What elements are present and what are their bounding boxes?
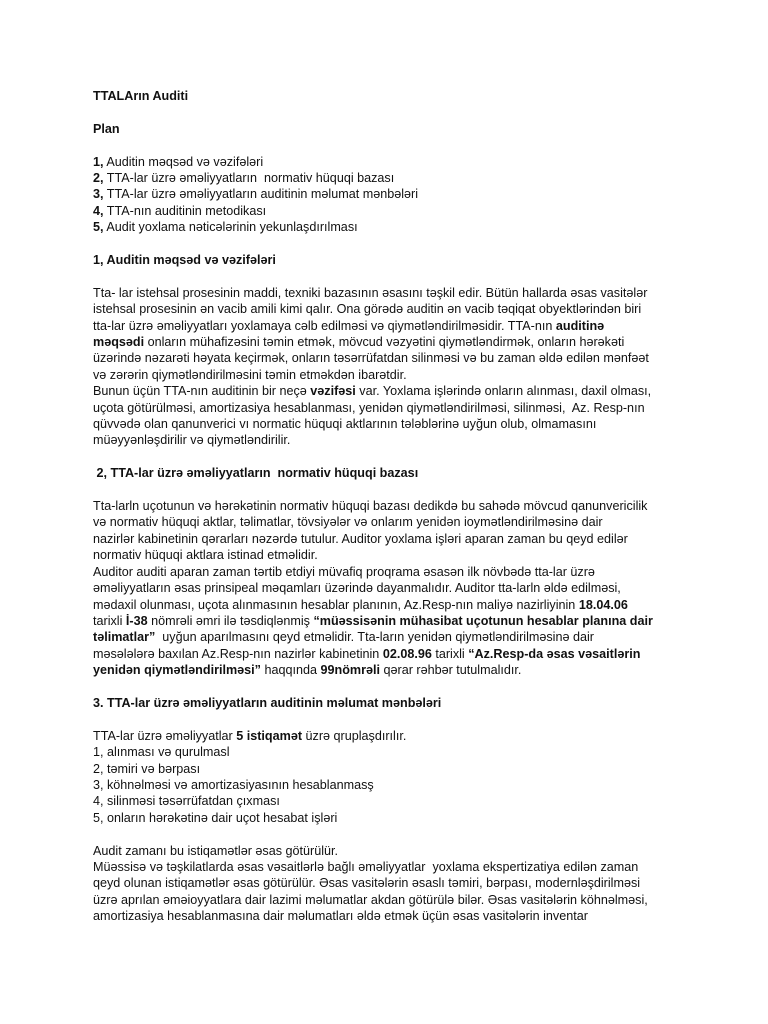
section3-heading: 3. TTA-lar üzrə əməliyyatların auditinin məlumat mənbələri <box>93 695 442 710</box>
plan-item: 4, TTA-nın auditinin metodikası <box>93 203 267 218</box>
section3-paragraph: Audit zamanı bu istiqamətlər əsas götürülür. Müəssisə və təşkilatlarda əsas vəsaitlərlə bağlı əməliyyatlar yoxlama ekspertizatiya edilən zaman qeyd olunan istiqamətlər əsas götürülür. Əsas vasitələrin əsaslı təmiri, bərpası, modernləşdirilməsi üzrə aprılan əməioyyatlara dair lazimi məlumatlar akdan götürülə bilər. Əsas vasitələrin köhnəlməsi, amortizasiya hesablanmasına dair məlumatları əldə etmək üçün əsas vasitələrin inventar <box>93 843 648 924</box>
section2-paragraph2: Auditor auditi aparan zaman tərtib etdiyi müvafiq proqrama əsasən ilk növbədə tta-lar üzrə əməliyyatların əsas prinsipeal məqamları üzərində dayanmalıdır. Auditor tta-larln əldə edilməsi, mədaxil olunması, uçota alınmasının hesablar planının, Az.Resp-nın maliyə nazirliyinin 18.04.06 tarixli İ-38 nömrəli əmri ilə təsdiqlənmiş “müəssisənin mühasibat uçotunun hesablar planına dair təlimatlar” uyğun aparılmasını qeyd etməlidir. Tta-ların yenidən qiymətləndirilməsinə dair məsələlərə baxılan Az.Resp-nın nazirlər kabinetinin 02.08.96 tarixli “Az.Resp-da əsas vəsaitlərin yenidən qiymətləndirilməsi” haqqında 99nömrəli qərar rəhbər tutulmalıdır. <box>93 564 653 678</box>
document-title: TTALArın Auditi <box>93 89 189 103</box>
list-item: 4, silinməsi təsərrüfatdan çıxması <box>93 794 280 809</box>
section2-heading: 2, TTA-lar üzrə əməliyyatların normativ hüquqi bazası <box>93 466 419 481</box>
section3-intro: TTA-lar üzrə əməliyyatlar 5 istiqamət üzrə qruplaşdırılır. <box>93 728 407 743</box>
section1-heading: 1, Auditin məqsəd və vəzifələri <box>93 253 276 268</box>
section1-paragraph1: Tta- lar istehsal prosesinin maddi, texniki bazasının əsasını təşkil edir. Bütün hallarda əsas vasitələr istehsal prosesinin ən vacib amili kimi qalır. Ona görədə auditin ən vacib təqiqat obyektlərindən biri tta-lar üzrə əməliyyatları yoxlamaya cəlb edilməsi və qiymətləndirilməsidir. TTA-nın auditinə məqsədi onların mühafizəsini təmin etmək, mövcud vəzyətini qiymətləndirmək, onların hərəkəti üzərində nəzarəti həyata keçirmək, onların təsərrüfatdan silinməsi və bu zaman əldə edilən mənfəət və zərərin qiymətləndirilməsini təmin etməkdən ibarətdir. <box>93 285 649 382</box>
plan-item: 3, TTA-lar üzrə əməliyyatların auditinin məlumat mənbələri <box>93 187 419 202</box>
plan-item: 5, Audit yoxlama nəticələrinin yekunlaşdırılması <box>93 220 358 235</box>
list-item: 1, alınması və qurulmasl <box>93 745 230 760</box>
plan-item: 1, Auditin məqsəd və vəzifələri <box>93 154 264 169</box>
plan-list <box>93 154 678 236</box>
list-item: 2, təmiri və bərpası <box>93 761 201 776</box>
plan-heading: Plan <box>93 121 120 136</box>
plan-item: 2, TTA-lar üzrə əməliyyatların normativ hüquqi bazası <box>93 171 395 185</box>
list-item: 3, köhnəlməsi və amortizasiyasının hesablanmasş <box>93 777 374 792</box>
section1-paragraph2: Bunun üçün TTA-nın auditinin bir neçə vəzifəsi var. Yoxlama işlərində onların alınması, daxil olması, uçota götürülməsi, amortizasiya hesablanması, yenidən qiymətləndirilməsi, silinməsi, Az. Resp-nın qüvvədə olan qanunverici vı normatic hüquqi aktlarının tələblərinə uyğun olub, olmamasını müəyyənləşdirilir və qiymətləndirilir. <box>93 384 652 448</box>
section2-paragraph1: Tta-larln uçotunun və hərəkətinin normativ hüquqi bazası dedikdə bu sahədə mövcud qanunvericilik və normativ hüquqi aktlar, təlimatlar, tövsiyələr və onlarım yenidən ioymətləndirilməsinə dair nazirlər kabinetinin qərarları nəzərdə tutulur. Auditor yoxlama işləri aparan zaman bu qeyd edilər normativ hüquqi aktlara istinad etməlidir. <box>93 499 648 563</box>
list-item: 5, onların hərəkətinə dair uçot hesabat işləri <box>93 810 338 825</box>
section3-list <box>93 744 678 826</box>
